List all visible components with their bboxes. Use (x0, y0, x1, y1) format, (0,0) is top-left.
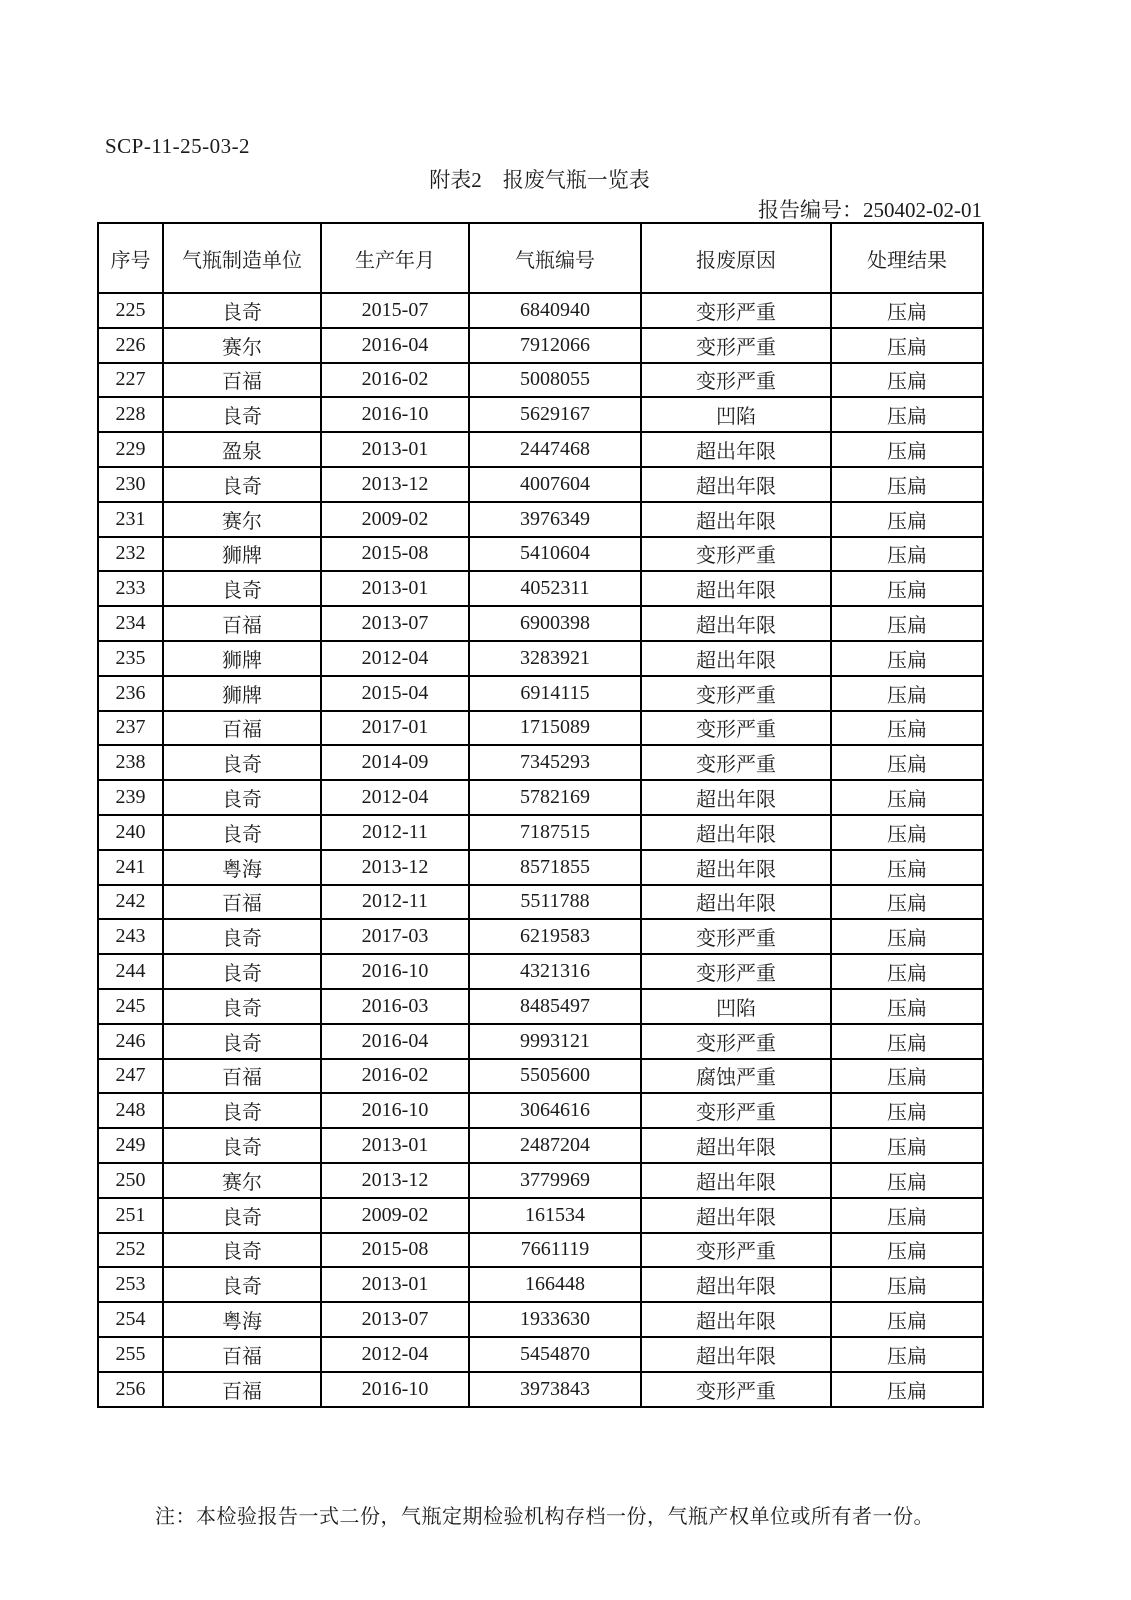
cell-production-date: 2017-01 (321, 711, 469, 746)
cell-production-date: 2013-07 (321, 1302, 469, 1337)
table-row (98, 850, 983, 885)
cell-disposal-result: 压扁 (831, 850, 983, 885)
header-seq: 序号 (98, 223, 163, 293)
table-row (98, 989, 983, 1024)
cell-disposal-result: 压扁 (831, 711, 983, 746)
cell-production-date: 2013-12 (321, 850, 469, 885)
cell-manufacturer: 狮牌 (163, 537, 321, 572)
cell-manufacturer: 狮牌 (163, 676, 321, 711)
table-row (98, 397, 983, 432)
cell-seq: 250 (98, 1163, 163, 1198)
cell-manufacturer: 百福 (163, 1059, 321, 1094)
cell-manufacturer: 良奇 (163, 919, 321, 954)
cell-production-date: 2016-10 (321, 954, 469, 989)
cell-manufacturer: 良奇 (163, 467, 321, 502)
cell-production-date: 2016-02 (321, 1059, 469, 1094)
cell-disposal-result: 压扁 (831, 641, 983, 676)
cell-scrap-reason: 超出年限 (641, 641, 831, 676)
cell-manufacturer: 良奇 (163, 954, 321, 989)
table-row (98, 1059, 983, 1094)
table-row (98, 641, 983, 676)
cell-scrap-reason: 超出年限 (641, 571, 831, 606)
cell-cylinder-no: 3976349 (469, 502, 641, 537)
cell-disposal-result: 压扁 (831, 432, 983, 467)
cell-manufacturer: 良奇 (163, 571, 321, 606)
cell-seq: 236 (98, 676, 163, 711)
cell-seq: 252 (98, 1233, 163, 1268)
cell-disposal-result: 压扁 (831, 745, 983, 780)
cell-seq: 254 (98, 1302, 163, 1337)
cell-cylinder-no: 7345293 (469, 745, 641, 780)
cell-manufacturer: 良奇 (163, 815, 321, 850)
cell-production-date: 2016-10 (321, 397, 469, 432)
cell-cylinder-no: 7187515 (469, 815, 641, 850)
cell-scrap-reason: 变形严重 (641, 954, 831, 989)
cell-manufacturer: 良奇 (163, 780, 321, 815)
table-row (98, 711, 983, 746)
footer-note: 注：本检验报告一式二份，气瓶定期检验机构存档一份，气瓶产权单位或所有者一份。 (155, 1506, 934, 1528)
cell-production-date: 2013-12 (321, 1163, 469, 1198)
cell-disposal-result: 压扁 (831, 467, 983, 502)
cell-disposal-result: 压扁 (831, 1059, 983, 1094)
cell-cylinder-no: 5410604 (469, 537, 641, 572)
cell-seq: 242 (98, 885, 163, 920)
cell-cylinder-no: 5454870 (469, 1337, 641, 1372)
document-code: SCP-11-25-03-2 (105, 134, 251, 158)
cell-disposal-result: 压扁 (831, 1128, 983, 1163)
cell-scrap-reason: 超出年限 (641, 467, 831, 502)
table-row (98, 1337, 983, 1372)
cell-seq: 230 (98, 467, 163, 502)
cell-cylinder-no: 2487204 (469, 1128, 641, 1163)
cell-cylinder-no: 7661119 (469, 1233, 641, 1268)
cell-scrap-reason: 凹陷 (641, 989, 831, 1024)
cell-production-date: 2013-01 (321, 1128, 469, 1163)
table-row (98, 1302, 983, 1337)
table-row (98, 502, 983, 537)
cell-scrap-reason: 变形严重 (641, 711, 831, 746)
cell-cylinder-no: 2447468 (469, 432, 641, 467)
cell-manufacturer: 百福 (163, 363, 321, 398)
cell-cylinder-no: 3779969 (469, 1163, 641, 1198)
cell-seq: 226 (98, 328, 163, 363)
cell-seq: 229 (98, 432, 163, 467)
cell-seq: 247 (98, 1059, 163, 1094)
cell-production-date: 2015-08 (321, 1233, 469, 1268)
table-row (98, 571, 983, 606)
cell-disposal-result: 压扁 (831, 1198, 983, 1233)
cell-production-date: 2016-04 (321, 1024, 469, 1059)
table-row (98, 363, 983, 398)
cell-disposal-result: 压扁 (831, 1337, 983, 1372)
table-header-row (98, 223, 983, 293)
page-title: 附表2 报废气瓶一览表 (429, 168, 650, 192)
cell-manufacturer: 良奇 (163, 745, 321, 780)
cell-manufacturer: 良奇 (163, 1198, 321, 1233)
cell-seq: 237 (98, 711, 163, 746)
cell-seq: 253 (98, 1267, 163, 1302)
cell-manufacturer: 百福 (163, 1337, 321, 1372)
cell-scrap-reason: 超出年限 (641, 1267, 831, 1302)
table-row (98, 1267, 983, 1302)
cell-manufacturer: 赛尔 (163, 1163, 321, 1198)
cell-disposal-result: 压扁 (831, 1302, 983, 1337)
cell-scrap-reason: 超出年限 (641, 1198, 831, 1233)
table-row (98, 293, 983, 328)
cell-cylinder-no: 9993121 (469, 1024, 641, 1059)
cell-production-date: 2016-03 (321, 989, 469, 1024)
cell-production-date: 2015-07 (321, 293, 469, 328)
cell-manufacturer: 盈泉 (163, 432, 321, 467)
cell-production-date: 2016-10 (321, 1372, 469, 1407)
cell-manufacturer: 百福 (163, 606, 321, 641)
cell-seq: 246 (98, 1024, 163, 1059)
table-row (98, 1024, 983, 1059)
table-body (98, 293, 983, 1407)
cell-disposal-result: 压扁 (831, 780, 983, 815)
cell-scrap-reason: 凹陷 (641, 397, 831, 432)
cell-seq: 245 (98, 989, 163, 1024)
cell-seq: 238 (98, 745, 163, 780)
cell-disposal-result: 压扁 (831, 954, 983, 989)
cell-seq: 235 (98, 641, 163, 676)
table-row (98, 1372, 983, 1407)
cell-cylinder-no: 7912066 (469, 328, 641, 363)
report-number: 报告编号：250402-02-01 (758, 198, 982, 222)
cell-cylinder-no: 5008055 (469, 363, 641, 398)
cell-cylinder-no: 6840940 (469, 293, 641, 328)
cell-disposal-result: 压扁 (831, 363, 983, 398)
cell-scrap-reason: 超出年限 (641, 780, 831, 815)
table-row (98, 745, 983, 780)
table-row (98, 780, 983, 815)
cell-cylinder-no: 1715089 (469, 711, 641, 746)
cell-scrap-reason: 变形严重 (641, 1233, 831, 1268)
cell-disposal-result: 压扁 (831, 1093, 983, 1128)
cell-scrap-reason: 变形严重 (641, 293, 831, 328)
table-row (98, 1198, 983, 1233)
cell-seq: 255 (98, 1337, 163, 1372)
cell-scrap-reason: 超出年限 (641, 1337, 831, 1372)
table-row (98, 885, 983, 920)
cell-production-date: 2012-11 (321, 885, 469, 920)
cell-cylinder-no: 4007604 (469, 467, 641, 502)
table-row (98, 1128, 983, 1163)
cell-scrap-reason: 变形严重 (641, 328, 831, 363)
cell-cylinder-no: 5782169 (469, 780, 641, 815)
cell-disposal-result: 压扁 (831, 1267, 983, 1302)
cell-scrap-reason: 超出年限 (641, 1302, 831, 1337)
cell-production-date: 2016-02 (321, 363, 469, 398)
cell-production-date: 2013-01 (321, 571, 469, 606)
header-manufacturer: 气瓶制造单位 (163, 223, 321, 293)
scrapped-cylinder-table (97, 222, 984, 1408)
cell-manufacturer: 百福 (163, 711, 321, 746)
cell-cylinder-no: 3064616 (469, 1093, 641, 1128)
cell-manufacturer: 良奇 (163, 293, 321, 328)
cell-disposal-result: 压扁 (831, 919, 983, 954)
cell-manufacturer: 百福 (163, 885, 321, 920)
cell-scrap-reason: 变形严重 (641, 676, 831, 711)
cell-manufacturer: 良奇 (163, 1128, 321, 1163)
cell-cylinder-no: 4321316 (469, 954, 641, 989)
cell-seq: 234 (98, 606, 163, 641)
cell-manufacturer: 良奇 (163, 989, 321, 1024)
cell-disposal-result: 压扁 (831, 397, 983, 432)
header-scrap-reason: 报废原因 (641, 223, 831, 293)
cell-disposal-result: 压扁 (831, 293, 983, 328)
cell-scrap-reason: 腐蚀严重 (641, 1059, 831, 1094)
cell-scrap-reason: 超出年限 (641, 502, 831, 537)
cell-seq: 244 (98, 954, 163, 989)
cell-production-date: 2016-10 (321, 1093, 469, 1128)
cell-cylinder-no: 8571855 (469, 850, 641, 885)
cell-seq: 231 (98, 502, 163, 537)
cell-disposal-result: 压扁 (831, 571, 983, 606)
cell-scrap-reason: 超出年限 (641, 885, 831, 920)
cell-cylinder-no: 3973843 (469, 1372, 641, 1407)
cell-seq: 251 (98, 1198, 163, 1233)
cell-seq: 248 (98, 1093, 163, 1128)
cell-disposal-result: 压扁 (831, 1024, 983, 1059)
cell-manufacturer: 良奇 (163, 1024, 321, 1059)
cell-seq: 227 (98, 363, 163, 398)
cell-production-date: 2015-08 (321, 537, 469, 572)
cell-production-date: 2015-04 (321, 676, 469, 711)
cell-manufacturer: 赛尔 (163, 502, 321, 537)
cell-disposal-result: 压扁 (831, 328, 983, 363)
cell-cylinder-no: 1933630 (469, 1302, 641, 1337)
cell-seq: 243 (98, 919, 163, 954)
cell-production-date: 2013-12 (321, 467, 469, 502)
cell-manufacturer: 良奇 (163, 1093, 321, 1128)
table-header (98, 223, 983, 293)
cell-cylinder-no: 5629167 (469, 397, 641, 432)
cell-production-date: 2012-04 (321, 780, 469, 815)
cell-production-date: 2016-04 (321, 328, 469, 363)
cell-seq: 233 (98, 571, 163, 606)
cell-cylinder-no: 4052311 (469, 571, 641, 606)
cell-seq: 232 (98, 537, 163, 572)
cell-scrap-reason: 超出年限 (641, 432, 831, 467)
cell-production-date: 2009-02 (321, 1198, 469, 1233)
cell-production-date: 2012-11 (321, 815, 469, 850)
table-row (98, 432, 983, 467)
table-row (98, 328, 983, 363)
cell-seq: 225 (98, 293, 163, 328)
cell-cylinder-no: 8485497 (469, 989, 641, 1024)
cell-cylinder-no: 166448 (469, 1267, 641, 1302)
cell-disposal-result: 压扁 (831, 537, 983, 572)
cell-seq: 249 (98, 1128, 163, 1163)
cell-scrap-reason: 变形严重 (641, 1024, 831, 1059)
cell-cylinder-no: 5505600 (469, 1059, 641, 1094)
cell-disposal-result: 压扁 (831, 885, 983, 920)
cell-production-date: 2013-01 (321, 1267, 469, 1302)
table-row (98, 919, 983, 954)
cell-manufacturer: 赛尔 (163, 328, 321, 363)
cell-cylinder-no: 161534 (469, 1198, 641, 1233)
cell-production-date: 2009-02 (321, 502, 469, 537)
table-row (98, 1163, 983, 1198)
cell-scrap-reason: 变形严重 (641, 745, 831, 780)
cell-manufacturer: 百福 (163, 1372, 321, 1407)
cell-cylinder-no: 3283921 (469, 641, 641, 676)
cell-scrap-reason: 超出年限 (641, 1163, 831, 1198)
cell-scrap-reason: 变形严重 (641, 1093, 831, 1128)
header-production-date: 生产年月 (321, 223, 469, 293)
cell-disposal-result: 压扁 (831, 989, 983, 1024)
cell-production-date: 2013-07 (321, 606, 469, 641)
cell-seq: 239 (98, 780, 163, 815)
cell-cylinder-no: 6900398 (469, 606, 641, 641)
cell-seq: 228 (98, 397, 163, 432)
cell-manufacturer: 粤海 (163, 850, 321, 885)
cell-production-date: 2012-04 (321, 641, 469, 676)
cell-manufacturer: 良奇 (163, 1233, 321, 1268)
table-row (98, 815, 983, 850)
table-row (98, 1233, 983, 1268)
cell-seq: 241 (98, 850, 163, 885)
cell-manufacturer: 狮牌 (163, 641, 321, 676)
cell-production-date: 2013-01 (321, 432, 469, 467)
cell-production-date: 2012-04 (321, 1337, 469, 1372)
cell-disposal-result: 压扁 (831, 606, 983, 641)
cell-seq: 240 (98, 815, 163, 850)
table-row (98, 606, 983, 641)
cell-cylinder-no: 6914115 (469, 676, 641, 711)
header-disposal-result: 处理结果 (831, 223, 983, 293)
cell-scrap-reason: 超出年限 (641, 1128, 831, 1163)
cell-production-date: 2017-03 (321, 919, 469, 954)
cell-scrap-reason: 超出年限 (641, 606, 831, 641)
cell-scrap-reason: 变形严重 (641, 1372, 831, 1407)
cell-scrap-reason: 变形严重 (641, 363, 831, 398)
cell-disposal-result: 压扁 (831, 1372, 983, 1407)
cell-cylinder-no: 6219583 (469, 919, 641, 954)
table-row (98, 676, 983, 711)
table-row (98, 537, 983, 572)
cell-production-date: 2014-09 (321, 745, 469, 780)
cell-disposal-result: 压扁 (831, 1233, 983, 1268)
cell-manufacturer: 良奇 (163, 397, 321, 432)
cell-scrap-reason: 变形严重 (641, 919, 831, 954)
cell-disposal-result: 压扁 (831, 815, 983, 850)
cell-cylinder-no: 5511788 (469, 885, 641, 920)
cell-manufacturer: 粤海 (163, 1302, 321, 1337)
cell-scrap-reason: 超出年限 (641, 850, 831, 885)
cell-manufacturer: 良奇 (163, 1267, 321, 1302)
header-cylinder-no: 气瓶编号 (469, 223, 641, 293)
cell-disposal-result: 压扁 (831, 502, 983, 537)
cell-scrap-reason: 超出年限 (641, 815, 831, 850)
cell-disposal-result: 压扁 (831, 1163, 983, 1198)
table-row (98, 467, 983, 502)
table-row (98, 954, 983, 989)
cell-seq: 256 (98, 1372, 163, 1407)
table-row (98, 1093, 983, 1128)
cell-scrap-reason: 变形严重 (641, 537, 831, 572)
cell-disposal-result: 压扁 (831, 676, 983, 711)
